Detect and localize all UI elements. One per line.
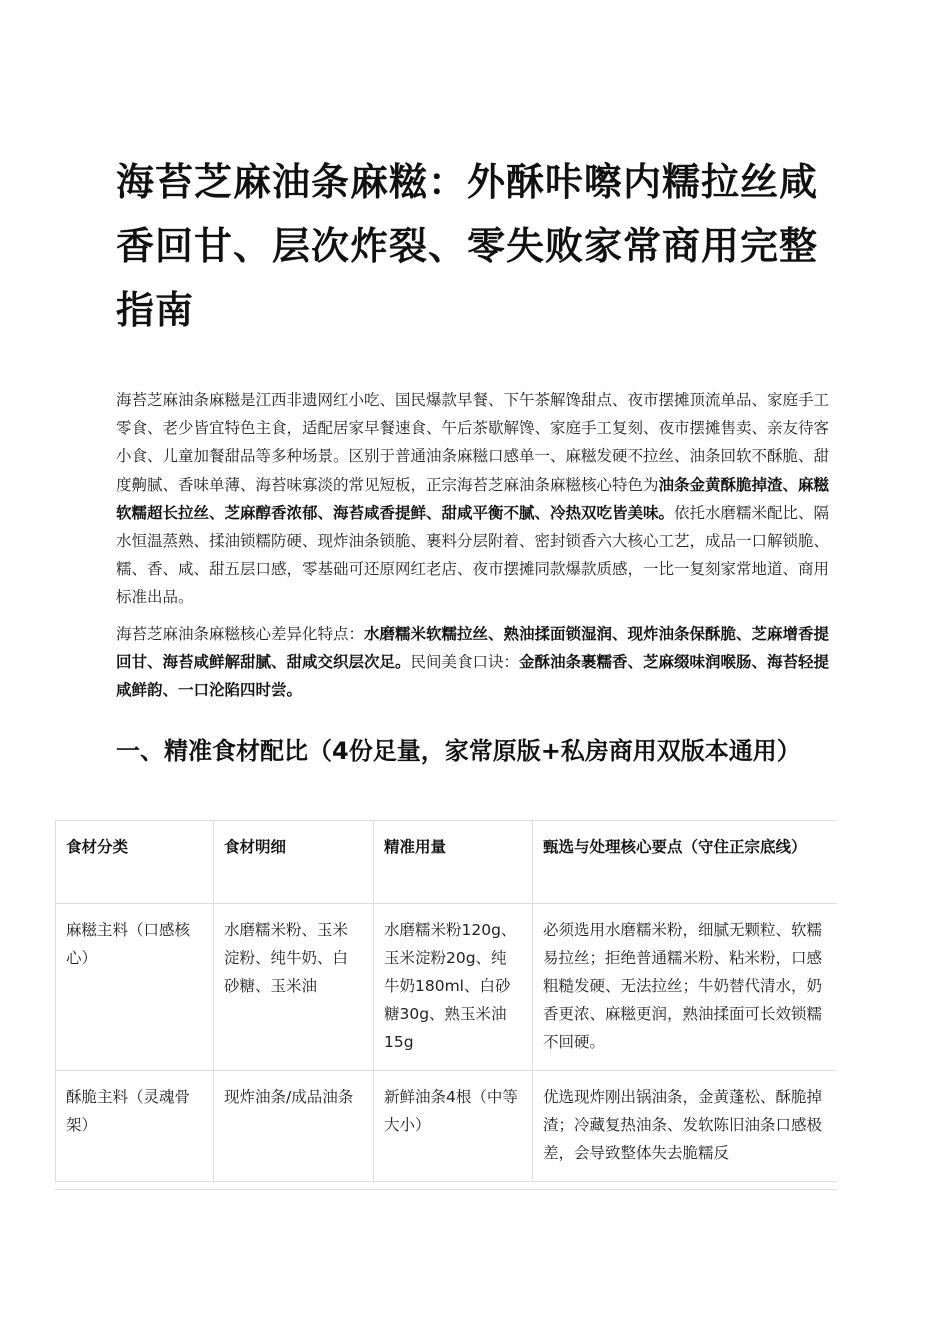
intro-paragraph-2 <box>116 620 842 705</box>
table-header-cell: 食材分类 <box>56 821 214 904</box>
table-cell-items: 现炸油条/成品油条 <box>214 1071 374 1182</box>
table-cell-category: 酥脆主料（灵魂骨架） <box>56 1071 214 1182</box>
table-cell-amount: 水磨糯米粉120g、玉米淀粉20g、纯牛奶180ml、白砂糖30g、熟玉米油15g <box>374 904 533 1071</box>
table-row <box>56 904 838 1071</box>
table-cell-amount: 新鲜油条4根（中等大小） <box>374 1071 533 1182</box>
section-heading: 一、精准食材配比（4份足量，家常原版+私房商用双版本通用） <box>116 737 801 765</box>
table-cell-items: 水磨糯米粉、玉米淀粉、纯牛奶、白砂糖、玉米油 <box>214 904 374 1071</box>
features-highlight: 水磨糯米软糯拉丝、熟油揉面锁湿润、现炸油条保酥脆、芝麻增香提回甘、海苔咸鲜解甜腻、甜咸交织层次足。 <box>116 625 830 672</box>
table-header-cell: 甄选与处理核心要点（守住正宗底线） <box>533 821 838 904</box>
intro-text: 海苔芝麻油条麻糍是江西非遗网红小吃、国民爆款早餐、下午茶解馋甜点、夜市摆摊顶流单品、家庭手工零食、老少皆宜特色主食，适配居家早餐速食、午后茶歇解馋、家庭手工复刻、夜市摆摊售卖、亲友待客小食、儿童加餐甜品等多种场景。区别于普通油条麻糍口感单一、麻糍发硬不拉丝、油条回软不酥脆、甜度齁腻、香味单薄、海苔味寡淡的常见短板，正宗海苔芝麻油条麻糍核心特色为 <box>116 391 830 494</box>
saying-label: 民间美食口诀： <box>410 653 520 672</box>
intro-text: 依托水磨糯米配比、隔水恒温蒸熟、揉油锁糯防硬、现炸油条锁脆、裹料分层附着、密封锁香六大核心工艺，成品一口解锁脆、糯、香、咸、甜五层口感，零基础可还原网红老店、夜市摆摊同款爆款质感，一比一复刻家常地道、商用标准出品。 <box>116 503 830 607</box>
table-cell-category: 麻糍主料（口感核心） <box>56 904 214 1071</box>
table-row <box>56 1071 838 1182</box>
intro-paragraph-1 <box>116 386 842 612</box>
table-header-row <box>56 821 838 904</box>
table-cell-notes: 必须选用水磨糯米粉，细腻无颗粒、软糯易拉丝；拒绝普通糯米粉、粘米粉，口感粗糙发硬、无法拉丝；牛奶替代清水，奶香更浓、麻糍更润，熟油揉面可长效锁糯不回硬。 <box>533 904 838 1071</box>
saying-highlight: 金酥油条裹糯香、芝麻缀味润喉肠、海苔轻提咸鲜韵、一口沦陷四时尝。 <box>116 653 830 700</box>
intro-highlight: 油条金黄酥脆掉渣、麻糍软糯超长拉丝、芝麻醇香浓郁、海苔咸香提鲜、甜咸平衡不腻、冷热双吃皆美味。 <box>116 475 830 522</box>
page-title: 海苔芝麻油条麻糍：外酥咔嚓内糯拉丝咸香回甘、层次炸裂、零失败家常商用完整指南 <box>116 160 819 332</box>
ingredients-table <box>55 820 837 1182</box>
table-cell-notes: 优选现炸刚出锅油条，金黄蓬松、酥脆掉渣；冷藏复热油条、发软陈旧油条口感极差，会导致整体失去脆糯反 <box>533 1071 838 1182</box>
ingredients-table-container <box>55 820 837 1190</box>
features-label: 海苔芝麻油条麻糍核心差异化特点： <box>116 625 365 643</box>
table-header-cell: 食材明细 <box>214 821 374 904</box>
table-header-cell: 精准用量 <box>374 821 533 904</box>
